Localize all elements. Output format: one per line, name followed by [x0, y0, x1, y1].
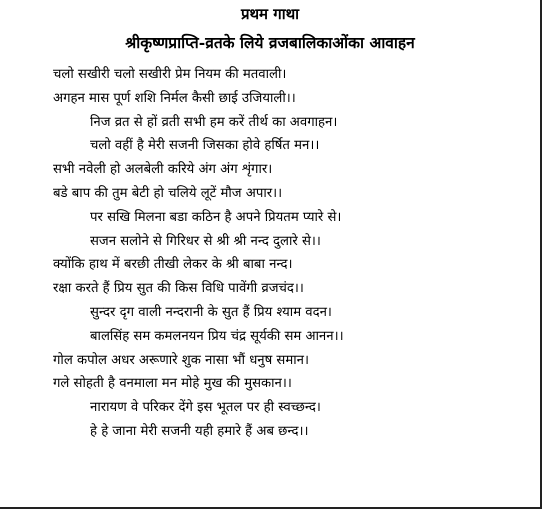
verse-line: बडे बाप की तुम बेटी हो चलिये लूटें मौज अपार।। — [53, 185, 283, 201]
verse-line: अगहन मास पूर्ण शशि निर्मल कैसी छाई उजियाली।। — [53, 90, 296, 106]
verse-line: सभी नवेली हो अलबेली करिये अंग अंग शृंगार। — [53, 162, 273, 178]
verse-line: बालसिंह सम कमलनयन प्रिय चंद्र सूर्यकी सम आनन।। — [90, 328, 344, 344]
verse-line: सुन्दर दृग वाली नन्दरानी के सुत हैं प्रिय श्याम वदन। — [90, 304, 332, 320]
verse-line: गले सोहती है वनमाला मन मोहे मुख की मुसकान।। — [53, 376, 292, 392]
verse-line: हे हे जाना मेरी सजनी यही हमारे हैं अब छन्द।। — [90, 423, 309, 439]
verse-line: सजन सलोने से गिरिधर से श्री श्री नन्द दुलारे से।। — [90, 233, 321, 249]
verse-line: गोल कपोल अधर अरूणारे शुक नासा भौं धनुष समान। — [53, 352, 309, 368]
verse-line: नारायण वे परिकर देंगे इस भूतल पर ही स्वच्छन्द। — [90, 400, 321, 416]
verse-line: निज व्रत से हों व्रती सभी हम करें तीर्थ का अवगाहन। — [90, 114, 338, 130]
section-heading: श्रीकृष्णप्राप्ति-व्रतके लिये व्रजबालिकाओंका आवाहन — [125, 33, 415, 52]
verse-line: चलो वहीं है मेरी सजनी जिसका होवे हर्षित मन।। — [90, 138, 320, 154]
verse-block — [0, 63, 540, 444]
verse-line: चलो सखीरी चलो सखीरी प्रेम नियम की मतवाली। — [53, 67, 287, 82]
verse-line: रक्षा करते हैं प्रिय सुत की किस विधि पावेंगी व्रजचंद।। — [53, 281, 304, 297]
chapter-title: प्रथम गाथा — [240, 5, 300, 23]
verse-line: पर सखि मिलना बडा कठिन है अपने प्रियतम प्यारे से। — [90, 209, 342, 225]
verse-line: क्योंकि हाथ में बरछी तीखी लेकर के श्री बाबा नन्द। — [53, 257, 293, 273]
